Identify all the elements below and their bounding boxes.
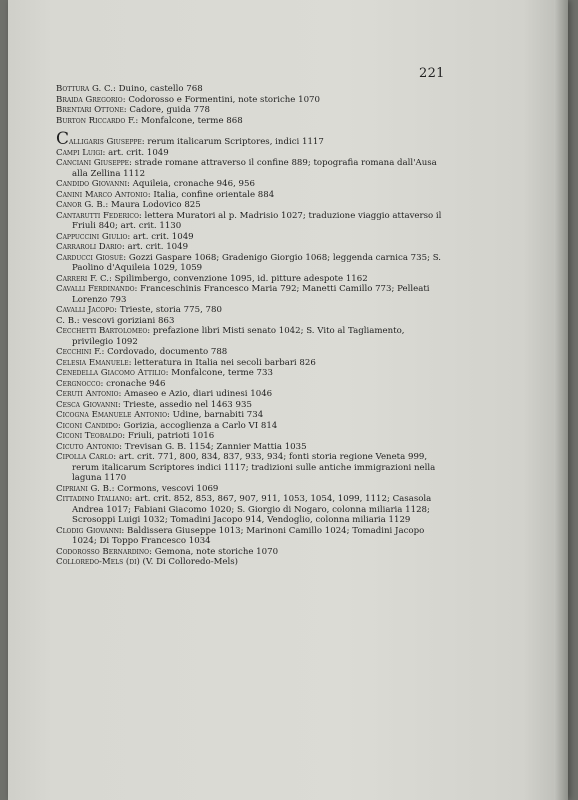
index-entries	[56, 84, 444, 568]
index-entry	[56, 116, 444, 127]
entry-author: Celesia Emanuele:	[56, 357, 132, 368]
entry-author: Canciani Giuseppe:	[56, 158, 132, 168]
entry-author: alligaris Giuseppe:	[69, 137, 145, 147]
index-entry	[56, 410, 444, 421]
index-entry	[56, 284, 444, 305]
entry-references: cronache 946	[103, 378, 166, 389]
entry-references: Duino, castello 768	[115, 84, 203, 94]
index-entry	[56, 84, 444, 95]
index-entry	[56, 421, 444, 432]
index-entry	[56, 242, 444, 253]
entry-references: Codorosso e Formentini, note storiche 1070	[125, 94, 320, 105]
entry-references: vescovi goriziani 863	[79, 315, 175, 326]
index-entry	[56, 400, 444, 411]
index-entry	[56, 158, 444, 179]
entry-references: Gemona, note storiche 1070	[152, 546, 279, 557]
entry-author: C. B.:	[56, 315, 80, 326]
index-entry	[56, 253, 444, 274]
entry-references: (V. Di Colloredo-Mels)	[139, 557, 239, 567]
entry-author: Canini Marco Antonio:	[56, 189, 151, 200]
index-entry	[56, 368, 444, 379]
index-entry	[56, 232, 444, 243]
index-entry	[56, 379, 444, 390]
entry-author: Cecchetti Bartolomeo:	[56, 326, 151, 336]
entry-author: Cicogna Emanuele Antonio:	[56, 410, 170, 420]
entry-references: lettera Muratori al p. Madrisio 1027; traduzione viaggio attaverso il Friuli 840; art. crit. 1130	[72, 210, 442, 231]
entry-author: Cipolla Carlo:	[56, 452, 117, 462]
index-entry	[56, 547, 444, 558]
entry-references: art. crit. 771, 800, 834, 837, 933, 934; fonti storia regione Veneta 999, rerum italicarum Scriptores indici 1117; tradizioni sulle antiche immigrazioni nella laguna 1170	[72, 452, 436, 483]
entry-references: Aquileia, cronache 946, 956	[129, 179, 255, 189]
index-entry	[56, 389, 444, 400]
entry-references: Trevisan G. B. 1154; Zannier Mattia 1035	[122, 441, 307, 452]
entry-author: Cipriani G. B.:	[56, 483, 115, 494]
entry-author: Ciconi Teobaldo:	[56, 431, 126, 441]
index-entry	[56, 211, 444, 232]
entry-author: Ciconi Candido:	[56, 420, 121, 431]
index-entry	[56, 526, 444, 547]
entry-author: Cantarutti Federico:	[56, 210, 142, 221]
entry-author: Ceruti Antonio:	[56, 389, 122, 399]
entry-author: Candido Giovanni:	[56, 179, 130, 189]
index-entry	[56, 129, 444, 149]
entry-author: Brentari Ottone:	[56, 105, 127, 115]
entry-references: prefazione libri Misti senato 1042; S. Vito al Tagliamento, privilegio 1092	[72, 326, 405, 347]
entry-references: Spilimbergo, convenzione 1095, id. pitture adespote 1162	[111, 273, 368, 284]
index-entry	[56, 452, 444, 484]
entry-references: Monfalcone, terme 868	[138, 115, 243, 126]
index-entry	[56, 494, 444, 526]
entry-references: Maura Lodovico 825	[108, 200, 201, 210]
entry-references: Italia, confine orientale 884	[150, 189, 275, 200]
entry-references: strade romane attraverso il confine 889; topografia romana dall'Ausa alla Zellina 1112	[72, 158, 437, 179]
entry-author: Cesca Giovanni:	[56, 399, 121, 410]
entry-author: Braida Gregorio:	[56, 94, 126, 105]
entry-references: Monfalcone, terme 733	[168, 368, 273, 378]
entry-author: Carreri F. C.:	[56, 273, 112, 284]
index-entry	[56, 316, 444, 327]
entry-references: Amaseo e Azio, diari udinesi 1046	[121, 389, 273, 399]
entry-author: Cenedella Giacomo Attilio:	[56, 368, 169, 378]
entry-references: art. crit. 1049	[130, 231, 194, 242]
entry-references: art. crit. 1049	[105, 147, 169, 158]
entry-author: Codorosso Bernardino:	[56, 546, 152, 557]
index-entry	[56, 557, 444, 568]
entry-references: Trieste, storia 775, 780	[117, 305, 222, 315]
entry-initial: C	[56, 129, 70, 149]
entry-author: Cavalli Jacopo:	[56, 305, 118, 315]
index-entry	[56, 358, 444, 369]
entry-references: Cordovado, documento 788	[104, 347, 228, 357]
entry-references: Trieste, assedio nel 1463 935	[120, 399, 252, 410]
entry-references: Gozzi Gaspare 1068; Gradenigo Giorgio 1068; leggenda carnica 735; S. Paolino d'Aquileia 1029, 1059	[72, 252, 442, 273]
entry-references: Baldissera Giuseppe 1013; Marinoni Camillo 1024; Tomadini Jacopo 1024; Di Toppo Francesco 1034	[72, 525, 425, 546]
entry-author: Carducci Giosuè:	[56, 252, 127, 263]
entry-author: Cappuccini Giulio:	[56, 231, 131, 242]
index-entry	[56, 274, 444, 285]
entry-author: Canor G. B.:	[56, 200, 109, 210]
entry-references: rerum italicarum Scriptores, indici 1117	[144, 137, 324, 147]
page-edge	[554, 0, 568, 800]
index-entry	[56, 347, 444, 358]
index-entry	[56, 431, 444, 442]
entry-author: Clodig Giovanni:	[56, 525, 125, 536]
book-page	[8, 0, 568, 800]
entry-author: Colloredo-Mels (di)	[56, 557, 140, 567]
index-entry	[56, 148, 444, 159]
entry-references: Friuli, patrioti 1016	[125, 431, 215, 441]
entry-references: Udine, barnabiti 734	[169, 410, 264, 420]
index-entry	[56, 484, 444, 495]
entry-author: Campi Luigi:	[56, 147, 106, 158]
entry-author: Cittadino Italiano:	[56, 494, 133, 504]
index-entry	[56, 179, 444, 190]
entry-author: Cergnocco:	[56, 378, 104, 389]
entry-references: Cormons, vescovi 1069	[114, 483, 219, 494]
entry-author: Carraroli Dario:	[56, 242, 125, 252]
entry-author: Cecchini F.:	[56, 347, 105, 357]
index-entry	[56, 442, 444, 453]
entry-references: art. crit. 1049	[124, 242, 189, 252]
entry-author: Cavalli Ferdinando:	[56, 284, 138, 294]
index-entry	[56, 200, 444, 211]
index-entry	[56, 95, 444, 106]
entry-references: Franceschinis Francesco Maria 792; Manetti Camillo 773; Pelleati Lorenzo 793	[72, 284, 430, 305]
entry-references: art. crit. 852, 853, 867, 907, 911, 1053, 1054, 1099, 1112; Casasola Andrea 1017; Fabiani Giacomo 1020; S. Giorgio di Nogaro, colonna miliaria 1128; Scrosoppi Luigi 1032; Tomadini Jacopo 914, Vendoglio, colonna miliaria 1129	[72, 494, 432, 525]
entry-references: Gorizia, accoglienza a Carlo VI 814	[120, 420, 278, 431]
entry-author: Burton Riccardo F.:	[56, 115, 139, 126]
entry-author: Cicuto Antonio:	[56, 441, 123, 452]
page-number: 221	[419, 66, 445, 81]
index-entry	[56, 326, 444, 347]
index-entry	[56, 190, 444, 201]
entry-references: letteratura in Italia nei secoli barbari 826	[131, 357, 316, 368]
entry-author: Bottura G. C.:	[56, 84, 116, 94]
index-entry	[56, 105, 444, 116]
entry-references: Cadore, guida 778	[126, 105, 211, 115]
index-entry	[56, 305, 444, 316]
